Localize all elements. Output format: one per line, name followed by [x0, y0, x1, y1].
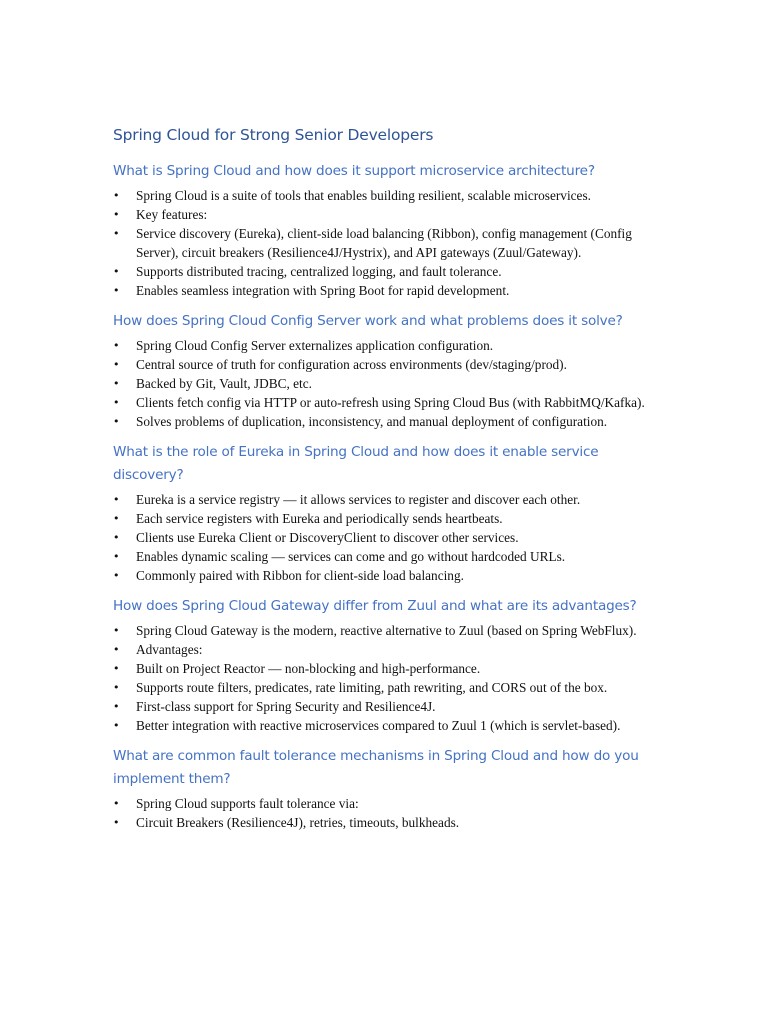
bullet-text: Each service registers with Eureka and periodically sends heartbeats.: [136, 511, 503, 526]
bullet-item: [113, 640, 673, 659]
qa-section: [113, 310, 673, 431]
bullet-dot-icon: •: [113, 700, 120, 713]
bullet-list: [113, 336, 673, 431]
bullet-dot-icon: •: [113, 396, 120, 409]
bullet-text: Service discovery (Eureka), client-side load balancing (Ribbon), config management (Config Server), circuit breakers (Resilience4J/Hystrix), and API gateways (Zuul/Gateway).: [136, 226, 632, 260]
bullet-item: [113, 813, 673, 832]
bullet-item: [113, 490, 673, 509]
bullet-item: [113, 262, 673, 281]
bullet-text: Built on Project Reactor — non-blocking and high-performance.: [136, 661, 481, 676]
qa-section: [113, 160, 673, 300]
bullet-text: Circuit Breakers (Resilience4J), retries, timeouts, bulkheads.: [136, 815, 460, 830]
bullet-item: [113, 224, 673, 262]
bullet-item: [113, 205, 673, 224]
bullet-item: [113, 412, 673, 431]
bullet-item: [113, 566, 673, 585]
section-heading: How does Spring Cloud Gateway differ from Zuul and what are its advantages?: [113, 598, 637, 614]
bullet-text: Backed by Git, Vault, JDBC, etc.: [136, 376, 312, 391]
bullet-dot-icon: •: [113, 377, 120, 390]
qa-section: [113, 595, 673, 735]
bullet-list: [113, 186, 673, 300]
bullet-text: Eureka is a service registry — it allows services to register and discover each other.: [136, 492, 581, 507]
section-heading: How does Spring Cloud Config Server work and what problems does it solve?: [113, 313, 623, 329]
bullet-text: Clients fetch config via HTTP or auto-refresh using Spring Cloud Bus (with RabbitMQ/Kafka).: [136, 395, 645, 410]
bullet-dot-icon: •: [113, 227, 120, 240]
bullet-list: [113, 490, 673, 585]
bullet-item: [113, 547, 673, 566]
bullet-dot-icon: •: [113, 265, 120, 278]
bullet-item: [113, 528, 673, 547]
bullet-item: [113, 794, 673, 813]
document-body: [113, 124, 673, 842]
bullet-text: Enables seamless integration with Spring Boot for rapid development.: [136, 283, 510, 298]
bullet-item: [113, 355, 673, 374]
bullet-item: [113, 716, 673, 735]
bullet-text: Clients use Eureka Client or DiscoveryClient to discover other services.: [136, 530, 519, 545]
bullet-item: [113, 659, 673, 678]
bullet-dot-icon: •: [113, 550, 120, 563]
bullet-text: Solves problems of duplication, inconsistency, and manual deployment of configuration.: [136, 414, 608, 429]
bullet-text: First-class support for Spring Security and Resilience4J.: [136, 699, 436, 714]
bullet-text: Key features:: [136, 207, 208, 222]
bullet-dot-icon: •: [113, 662, 120, 675]
bullet-dot-icon: •: [113, 531, 120, 544]
qa-section: [113, 745, 673, 832]
bullet-item: [113, 186, 673, 205]
bullet-dot-icon: •: [113, 569, 120, 582]
section-heading: What are common fault tolerance mechanisms in Spring Cloud and how do you implement them?: [113, 748, 639, 787]
bullet-text: Supports route filters, predicates, rate limiting, path rewriting, and CORS out of the box.: [136, 680, 608, 695]
document-title: Spring Cloud for Strong Senior Developers: [113, 126, 434, 144]
bullet-item: [113, 621, 673, 640]
sections-container: [113, 160, 673, 832]
bullet-text: Advantages:: [136, 642, 203, 657]
bullet-list: [113, 621, 673, 735]
bullet-text: Spring Cloud supports fault tolerance via:: [136, 796, 359, 811]
bullet-dot-icon: •: [113, 624, 120, 637]
bullet-dot-icon: •: [113, 189, 120, 202]
bullet-dot-icon: •: [113, 797, 120, 810]
bullet-item: [113, 393, 673, 412]
bullet-dot-icon: •: [113, 816, 120, 829]
bullet-item: [113, 509, 673, 528]
bullet-text: Better integration with reactive microservices compared to Zuul 1 (which is servlet-based).: [136, 718, 621, 733]
bullet-item: [113, 697, 673, 716]
bullet-text: Spring Cloud is a suite of tools that enables building resilient, scalable microservices.: [136, 188, 591, 203]
qa-section: [113, 441, 673, 585]
bullet-dot-icon: •: [113, 719, 120, 732]
bullet-text: Spring Cloud Gateway is the modern, reactive alternative to Zuul (based on Spring WebFlux).: [136, 623, 637, 638]
bullet-text: Commonly paired with Ribbon for client-side load balancing.: [136, 568, 464, 583]
section-heading: What is the role of Eureka in Spring Cloud and how does it enable service discovery?: [113, 444, 599, 483]
bullet-text: Supports distributed tracing, centralized logging, and fault tolerance.: [136, 264, 502, 279]
bullet-dot-icon: •: [113, 415, 120, 428]
bullet-list: [113, 794, 673, 832]
bullet-text: Enables dynamic scaling — services can come and go without hardcoded URLs.: [136, 549, 566, 564]
bullet-dot-icon: •: [113, 284, 120, 297]
section-heading: What is Spring Cloud and how does it support microservice architecture?: [113, 163, 595, 179]
bullet-dot-icon: •: [113, 358, 120, 371]
bullet-dot-icon: •: [113, 643, 120, 656]
bullet-dot-icon: •: [113, 512, 120, 525]
bullet-dot-icon: •: [113, 339, 120, 352]
bullet-item: [113, 281, 673, 300]
bullet-item: [113, 336, 673, 355]
bullet-text: Spring Cloud Config Server externalizes application configuration.: [136, 338, 494, 353]
bullet-dot-icon: •: [113, 208, 120, 221]
bullet-dot-icon: •: [113, 681, 120, 694]
bullet-item: [113, 374, 673, 393]
bullet-item: [113, 678, 673, 697]
bullet-dot-icon: •: [113, 493, 120, 506]
bullet-text: Central source of truth for configuration across environments (dev/staging/prod).: [136, 357, 567, 372]
